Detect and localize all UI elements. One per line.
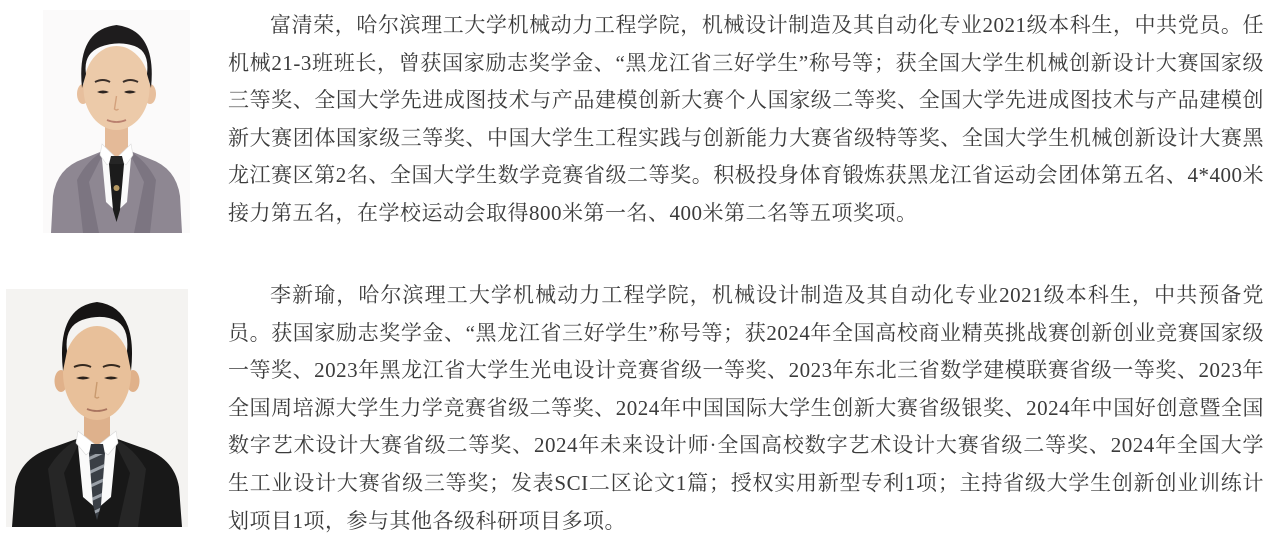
face	[84, 46, 150, 130]
tie-knot	[89, 444, 105, 454]
student-portrait-photo-2	[6, 289, 188, 527]
tie-pin	[114, 185, 120, 191]
student-bio-paragraph-1: 富清荣，哈尔滨理工大学机械动力工程学院，机械设计制造及其自动化专业2021级本科生，中共党员。任机械21-3班班长，曾获国家励志奖学金、“黑龙江省三好学生”称号等；获全国大学生机械创新设计大赛国家级三等奖、全国大学先进成图技术与产品建模创新大赛个人国家级二等奖、全国大学先进成图技术与产品建模创新大赛团体国家级三等奖、中国大学生工程实践与创新能力大赛省级特等奖、全国大学生机械创新设计大赛黑龙江赛区第2名、全国大学生数学竞赛省级二等奖。积极投身体育锻炼获黑龙江省运动会团体第五名、4*400米接力第五名，在学校运动会取得800米第一名、400米第二名等五项奖项。	[228, 13, 1264, 225]
student-bio-paragraph-2: 李新瑜，哈尔滨理工大学机械动力工程学院，机械设计制造及其自动化专业2021级本科生，中共预备党员。获国家励志奖学金、“黑龙江省三好学生”称号等；获2024年全国高校商业精英挑战赛创新创业竞赛国家级一等奖、2023年黑龙江省大学生光电设计竞赛省级一等奖、2023年东北三省数学建模联赛省级一等奖、2023年全国周培源大学生力学竞赛省级二等奖、2024年中国国际大学生创新大赛省级银奖、2024年中国好创意暨全国数字艺术设计大赛省级二等奖、2024年未来设计师·全国高校数字艺术设计大赛省级二等奖、2024年全国大学生工业设计大赛省级三等奖；发表SCI二区论文1篇；授权实用新型专利1项；主持省级大学生创新创业训练计划项目1项，参与其他各级科研项目多项。	[228, 283, 1264, 533]
tie-knot	[109, 156, 124, 164]
student-portrait-photo-1	[43, 10, 190, 233]
face	[63, 326, 131, 420]
